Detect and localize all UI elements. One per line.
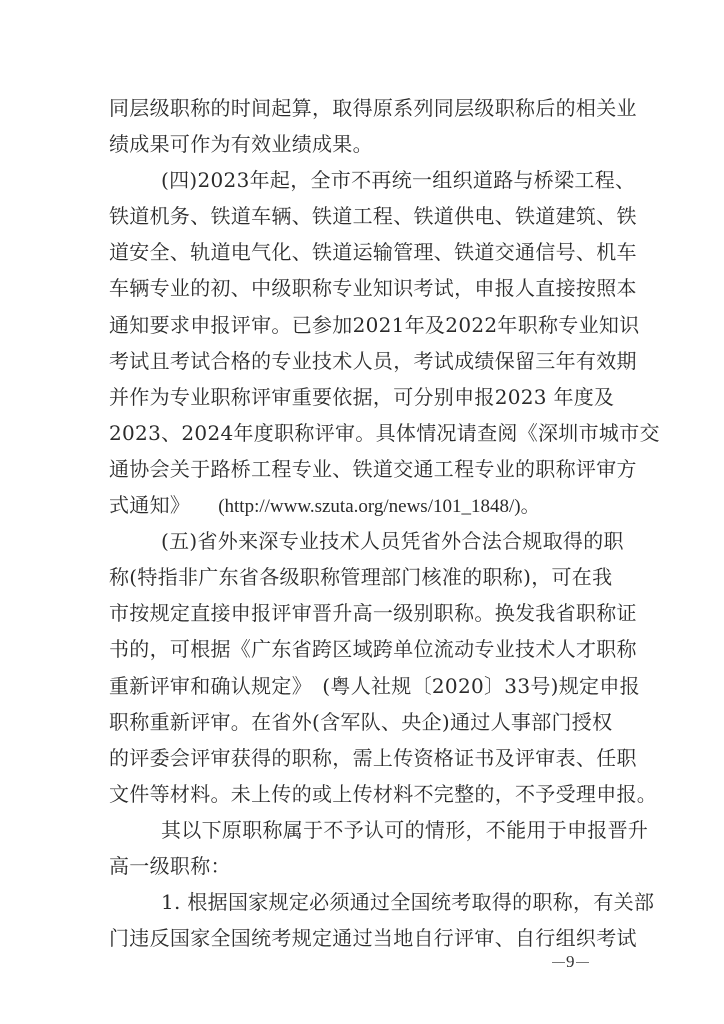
text-line-20 bbox=[109, 776, 658, 812]
text-line-21 bbox=[109, 812, 649, 848]
line-text: (四)2023年起，全市不再统一组织道路与桥梁工程、 bbox=[161, 168, 636, 193]
text-line-5 bbox=[109, 234, 637, 270]
list-item-1-line bbox=[109, 884, 655, 920]
text-line-4 bbox=[109, 198, 637, 234]
line-text: 高一级职称： bbox=[109, 853, 231, 878]
text-line-15 bbox=[109, 595, 637, 631]
text-line-17 bbox=[109, 668, 640, 704]
line-text: 铁道机务、铁道车辆、铁道工程、铁道供电、铁道建筑、铁 bbox=[109, 204, 637, 229]
text-line-10 bbox=[109, 415, 660, 451]
text-line-12 bbox=[109, 487, 605, 523]
text-line-14 bbox=[109, 559, 613, 595]
notice-url-link[interactable]: (http://www.szuta.org/news/101_1848/)。 bbox=[218, 496, 540, 518]
line-text: 1. 根据国家规定必须通过全国统考取得的职称，有关部 bbox=[161, 890, 655, 915]
line-text: 考试且考试合格的专业技术人员，考试成绩保留三年有效期 bbox=[109, 348, 637, 373]
text-line-1 bbox=[109, 90, 637, 126]
line-text: 式通知》 bbox=[109, 493, 191, 518]
text-line-11 bbox=[109, 451, 637, 487]
line-text: 文件等材料。未上传的或上传材料不完整的，不予受理申报。 bbox=[109, 781, 658, 806]
line-text: 职称重新评审。在省外(含军队、央企)通过人事部门授权 bbox=[109, 709, 613, 734]
line-text: 通协会关于路桥工程专业、铁道交通工程专业的职称评审方 bbox=[109, 456, 637, 481]
line-text: 同层级职称的时间起算，取得原系列同层级职称后的相关业 bbox=[109, 96, 637, 120]
line-text: 门违反国家全国统考规定通过当地自行评审、自行组织考试 bbox=[109, 926, 637, 951]
line-text: (五)省外来深专业技术人员凭省外合法合规取得的职 bbox=[161, 529, 624, 554]
line-text: 并作为专业职称评审重要依据，可分别申报2023 年度及 bbox=[109, 384, 615, 409]
line-text: 重新评审和确认规定》 (粤人社规〔2020〕33号)规定申报 bbox=[109, 673, 640, 698]
page-number bbox=[552, 952, 596, 972]
line-text: 车辆专业的初、中级职称专业知识考试，申报人直接按照本 bbox=[109, 276, 637, 301]
page-number-dash-left bbox=[552, 962, 565, 963]
text-line-22 bbox=[109, 848, 605, 884]
line-text: 2023、2024年度职称评审。具体情况请查阅《深圳市城市交 bbox=[109, 420, 660, 445]
text-line-9 bbox=[109, 379, 615, 415]
text-line-16 bbox=[109, 631, 637, 667]
line-text: 书的，可根据《广东省跨区域跨单位流动专业技术人才职称 bbox=[109, 637, 637, 662]
line-text: 市按规定直接申报评审晋升高一级别职称。换发我省职称证 bbox=[109, 601, 637, 626]
section-five-heading-line bbox=[109, 523, 624, 559]
page-number-dash-right bbox=[576, 962, 589, 963]
line-text: 绩成果可作为有效业绩成果。 bbox=[109, 132, 373, 157]
text-line-24 bbox=[109, 920, 637, 956]
text-line-7 bbox=[109, 307, 640, 343]
page-number-value: 9 bbox=[566, 952, 575, 971]
line-text: 的评委会评审获得的职称，需上传资格证书及评审表、任职 bbox=[109, 745, 637, 770]
document-body bbox=[109, 90, 660, 956]
line-text: 道安全、轨道电气化、铁道运输管理、铁道交通信号、机车 bbox=[109, 240, 637, 265]
text-line-6 bbox=[109, 270, 637, 306]
line-text: 称(特指非广东省各级职称管理部门核准的职称)，可在我 bbox=[109, 565, 613, 590]
section-four-heading-line bbox=[109, 162, 636, 198]
line-text: 其以下原职称属于不予认可的情形，不能用于申报晋升 bbox=[161, 817, 649, 842]
text-line-19 bbox=[109, 740, 637, 776]
text-line-18 bbox=[109, 704, 613, 740]
line-text: 通知要求申报评审。已参加2021年及2022年职称专业知识 bbox=[109, 312, 640, 337]
text-line-2 bbox=[109, 126, 605, 162]
text-line-8 bbox=[109, 343, 637, 379]
